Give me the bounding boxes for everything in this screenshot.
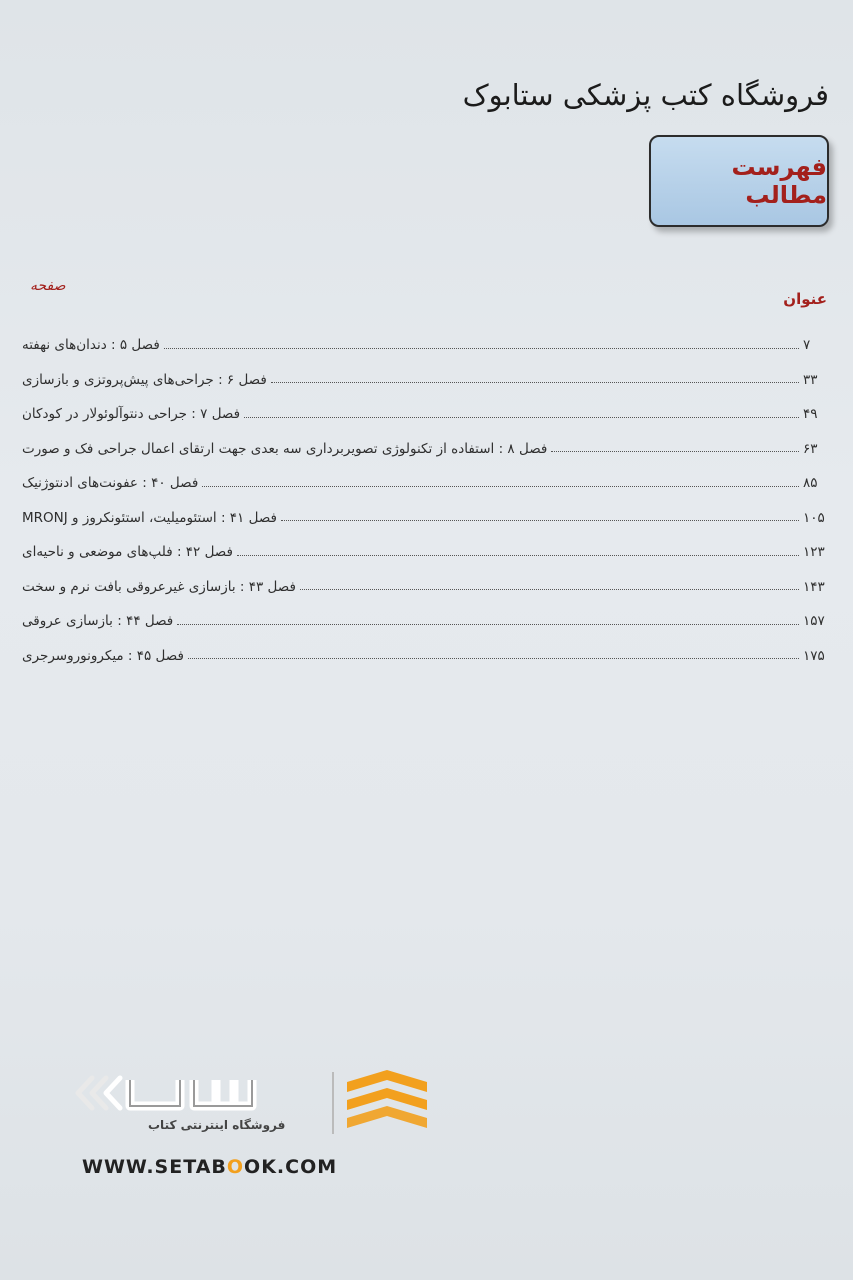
column-title-label: عنوان: [783, 290, 827, 308]
toc-entry-title: فصل ۷ : جراحی دنتوآلوئولار در کودکان: [22, 406, 241, 423]
dot-leader: [202, 486, 799, 487]
toc-row[interactable]: [22, 328, 829, 363]
toc-row[interactable]: [22, 501, 829, 536]
website-url[interactable]: [82, 1156, 337, 1178]
setabook-logo-icon: [342, 1068, 432, 1138]
column-page-label: صفحه: [30, 278, 66, 294]
toc-entry-page: ۷: [803, 337, 811, 354]
toc-entry-page: ۱۷۵: [803, 647, 825, 664]
toc-entry-page: ۱۵۷: [803, 613, 825, 630]
toc-entry-title: فصل ۴۰ : عفونت‌های ادنتوژنیک: [22, 475, 199, 492]
toc-entry-title: فصل ۴۲ : فلپ‌های موضعی و ناحیه‌ای: [22, 544, 233, 561]
toc-title-badge: [649, 135, 829, 227]
toc-row[interactable]: [22, 535, 829, 570]
toc-entry-title: فصل ۸ : استفاده از تکنولوژی تصویربرداری سه بعدی جهت ارتقای اعمال جراحی فک و صورت: [22, 440, 548, 457]
toc-row[interactable]: [22, 397, 829, 432]
toc-list: [22, 328, 829, 673]
toc-entry-page: ۶۳: [803, 440, 818, 457]
dot-leader: [281, 520, 799, 521]
toc-entry-page: ۴۹: [803, 406, 818, 423]
toc-entry-title: فصل ۶ : جراحی‌های پیش‌پروتزی و بازسازی: [22, 371, 267, 388]
website-part: OK.COM: [244, 1156, 338, 1178]
dot-leader: [244, 417, 799, 418]
dot-leader: [188, 658, 799, 659]
toc-title: فهرست مطالب: [731, 153, 827, 209]
toc-row[interactable]: [22, 639, 829, 674]
toc-entry-page: ۸۵: [803, 475, 818, 492]
toc-entry-title: فصل ۴۳ : بازسازی غیرعروقی بافت نرم و سخت: [22, 578, 296, 595]
toc-entry-title: فصل ۵ : دندان‌های نهفته: [22, 337, 160, 354]
toc-row[interactable]: [22, 432, 829, 467]
toc-entry-page: ۱۴۳: [803, 578, 825, 595]
website-accent-letter: O: [226, 1156, 245, 1178]
toc-row[interactable]: [22, 363, 829, 398]
setabook-logo: [70, 1068, 370, 1148]
store-title: فروشگاه کتب پزشکی ستابوک: [462, 78, 829, 112]
toc-entry-title: فصل ۴۱ : استئومیلیت، استئونکروز و MRONJ: [22, 509, 277, 526]
setabook-wordmark-icon: [70, 1068, 260, 1118]
toc-entry-page: ۱۰۵: [803, 509, 825, 526]
dot-leader: [271, 382, 799, 383]
toc-entry-page: ۳۳: [803, 371, 818, 388]
dot-leader: [237, 555, 799, 556]
website-part: WWW.SETAB: [82, 1156, 227, 1178]
toc-entry-page: ۱۲۳: [803, 544, 825, 561]
toc-row[interactable]: [22, 604, 829, 639]
dot-leader: [300, 589, 799, 590]
toc-row[interactable]: [22, 570, 829, 605]
toc-entry-title: فصل ۴۴ : بازسازی عروقی: [22, 613, 174, 630]
logo-subtitle: فروشگاه اینترنتی کتاب: [148, 1118, 286, 1132]
dot-leader: [551, 451, 799, 452]
toc-row[interactable]: [22, 466, 829, 501]
logo-divider: [332, 1072, 334, 1134]
dot-leader: [177, 624, 799, 625]
toc-entry-title: فصل ۴۵ : میکرونوروسرجری: [22, 647, 184, 664]
dot-leader: [164, 348, 799, 349]
